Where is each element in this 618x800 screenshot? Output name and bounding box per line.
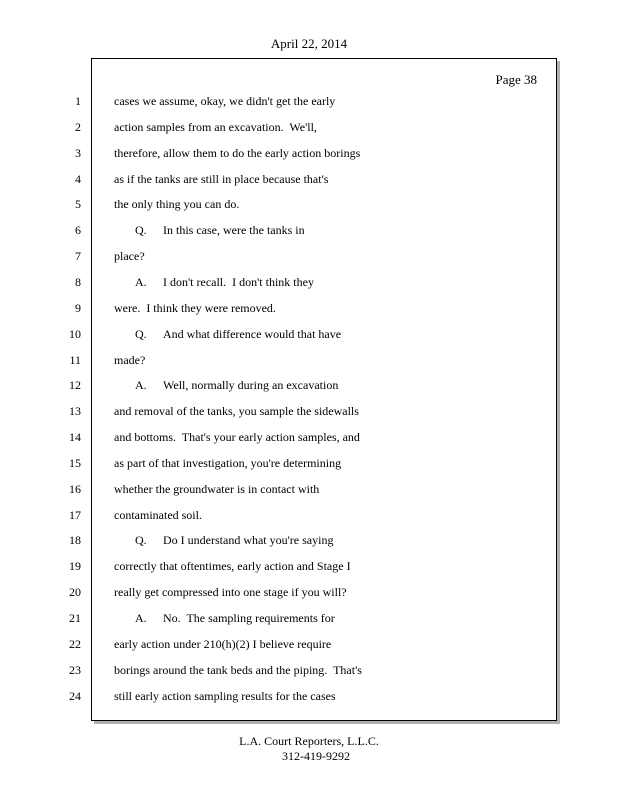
line-number: 9 <box>75 301 81 315</box>
line-number: 17 <box>69 508 81 522</box>
transcript-line <box>135 378 338 393</box>
transcript-line <box>135 611 335 626</box>
line-text: place? <box>114 249 145 263</box>
line-text: I don't recall. I don't think they <box>163 275 314 289</box>
line-text: borings around the tank beds and the piping. That's <box>114 663 362 677</box>
line-text: And what difference would that have <box>163 327 342 341</box>
line-text: made? <box>114 353 146 367</box>
line-text: action samples from an excavation. We'll, <box>114 120 317 134</box>
transcript-line <box>114 689 336 704</box>
transcript-line <box>114 172 328 187</box>
line-text: early action under 210(h)(2) I believe require <box>114 637 332 651</box>
line-text: cases we assume, okay, we didn't get the early <box>114 94 336 108</box>
transcript-line <box>114 146 360 161</box>
transcript-line <box>114 559 351 574</box>
speaker-marker: Q. <box>135 533 147 547</box>
line-number: 8 <box>75 275 81 289</box>
speaker-marker: Q. <box>135 327 147 341</box>
header-date: April 22, 2014 <box>270 36 348 51</box>
transcript-line <box>114 482 319 497</box>
line-text: correctly that oftentimes, early action and Stage I <box>114 559 351 573</box>
line-text: still early action sampling results for the cases <box>114 689 336 703</box>
transcript-line <box>114 301 276 316</box>
line-text: No. The sampling requirements for <box>163 611 335 625</box>
transcript-line <box>135 327 341 342</box>
speaker-marker: A. <box>135 378 147 392</box>
line-number: 3 <box>75 146 81 160</box>
transcript-line <box>135 223 305 238</box>
line-number: 5 <box>75 197 81 211</box>
transcript-line <box>114 456 341 471</box>
speaker-marker: Q. <box>135 223 147 237</box>
line-number: 6 <box>75 223 81 237</box>
line-number: 2 <box>75 120 81 134</box>
page-number: Page 38 <box>495 72 537 87</box>
line-text: In this case, were the tanks in <box>163 223 305 237</box>
line-number: 21 <box>69 611 81 625</box>
transcript-line <box>114 94 335 109</box>
line-number: 19 <box>69 559 81 573</box>
transcript-line <box>114 353 145 368</box>
line-text: Do I understand what you're saying <box>163 533 334 547</box>
line-number: 14 <box>69 430 81 444</box>
transcript-line <box>114 120 317 135</box>
line-number: 1 <box>75 94 81 108</box>
line-text: therefore, allow them to do the early action borings <box>114 146 361 160</box>
line-number: 20 <box>69 585 81 599</box>
line-text: as if the tanks are still in place because that's <box>114 172 329 186</box>
speaker-marker: A. <box>135 611 147 625</box>
transcript-line <box>114 508 202 523</box>
line-number: 4 <box>75 172 81 186</box>
line-text: were. I think they were removed. <box>114 301 276 315</box>
line-number: 22 <box>69 637 81 651</box>
transcript-line <box>114 585 347 600</box>
line-text: as part of that investigation, you're determining <box>114 456 342 470</box>
line-text: and removal of the tanks, you sample the sidewalls <box>114 404 359 418</box>
line-number: 23 <box>69 663 81 677</box>
transcript-line <box>135 533 333 548</box>
line-text: Well, normally during an excavation <box>163 378 339 392</box>
transcript-line <box>114 249 145 264</box>
line-number: 18 <box>69 533 81 547</box>
line-number: 12 <box>69 378 81 392</box>
line-text: contaminated soil. <box>114 508 202 522</box>
transcript-line <box>135 275 314 290</box>
footer-phone: 312-419-9292 <box>282 749 350 763</box>
transcript-line <box>114 197 239 212</box>
line-text: really get compressed into one stage if you will? <box>114 585 347 599</box>
transcript-line <box>114 430 360 445</box>
line-number: 13 <box>69 404 81 418</box>
line-text: the only thing you can do. <box>114 197 240 211</box>
line-text: and bottoms. That's your early action samples, and <box>114 430 360 444</box>
transcript-line <box>114 663 362 678</box>
line-number: 15 <box>69 456 81 470</box>
transcript-line <box>114 637 331 652</box>
speaker-marker: A. <box>135 275 147 289</box>
line-text: whether the groundwater is in contact with <box>114 482 320 496</box>
footer-company: L.A. Court Reporters, L.L.C. <box>239 734 379 748</box>
transcript-line <box>114 404 359 419</box>
line-number: 7 <box>75 249 81 263</box>
line-number: 11 <box>69 353 81 367</box>
line-number: 10 <box>69 327 81 341</box>
line-number: 24 <box>69 689 81 703</box>
line-number: 16 <box>69 482 81 496</box>
